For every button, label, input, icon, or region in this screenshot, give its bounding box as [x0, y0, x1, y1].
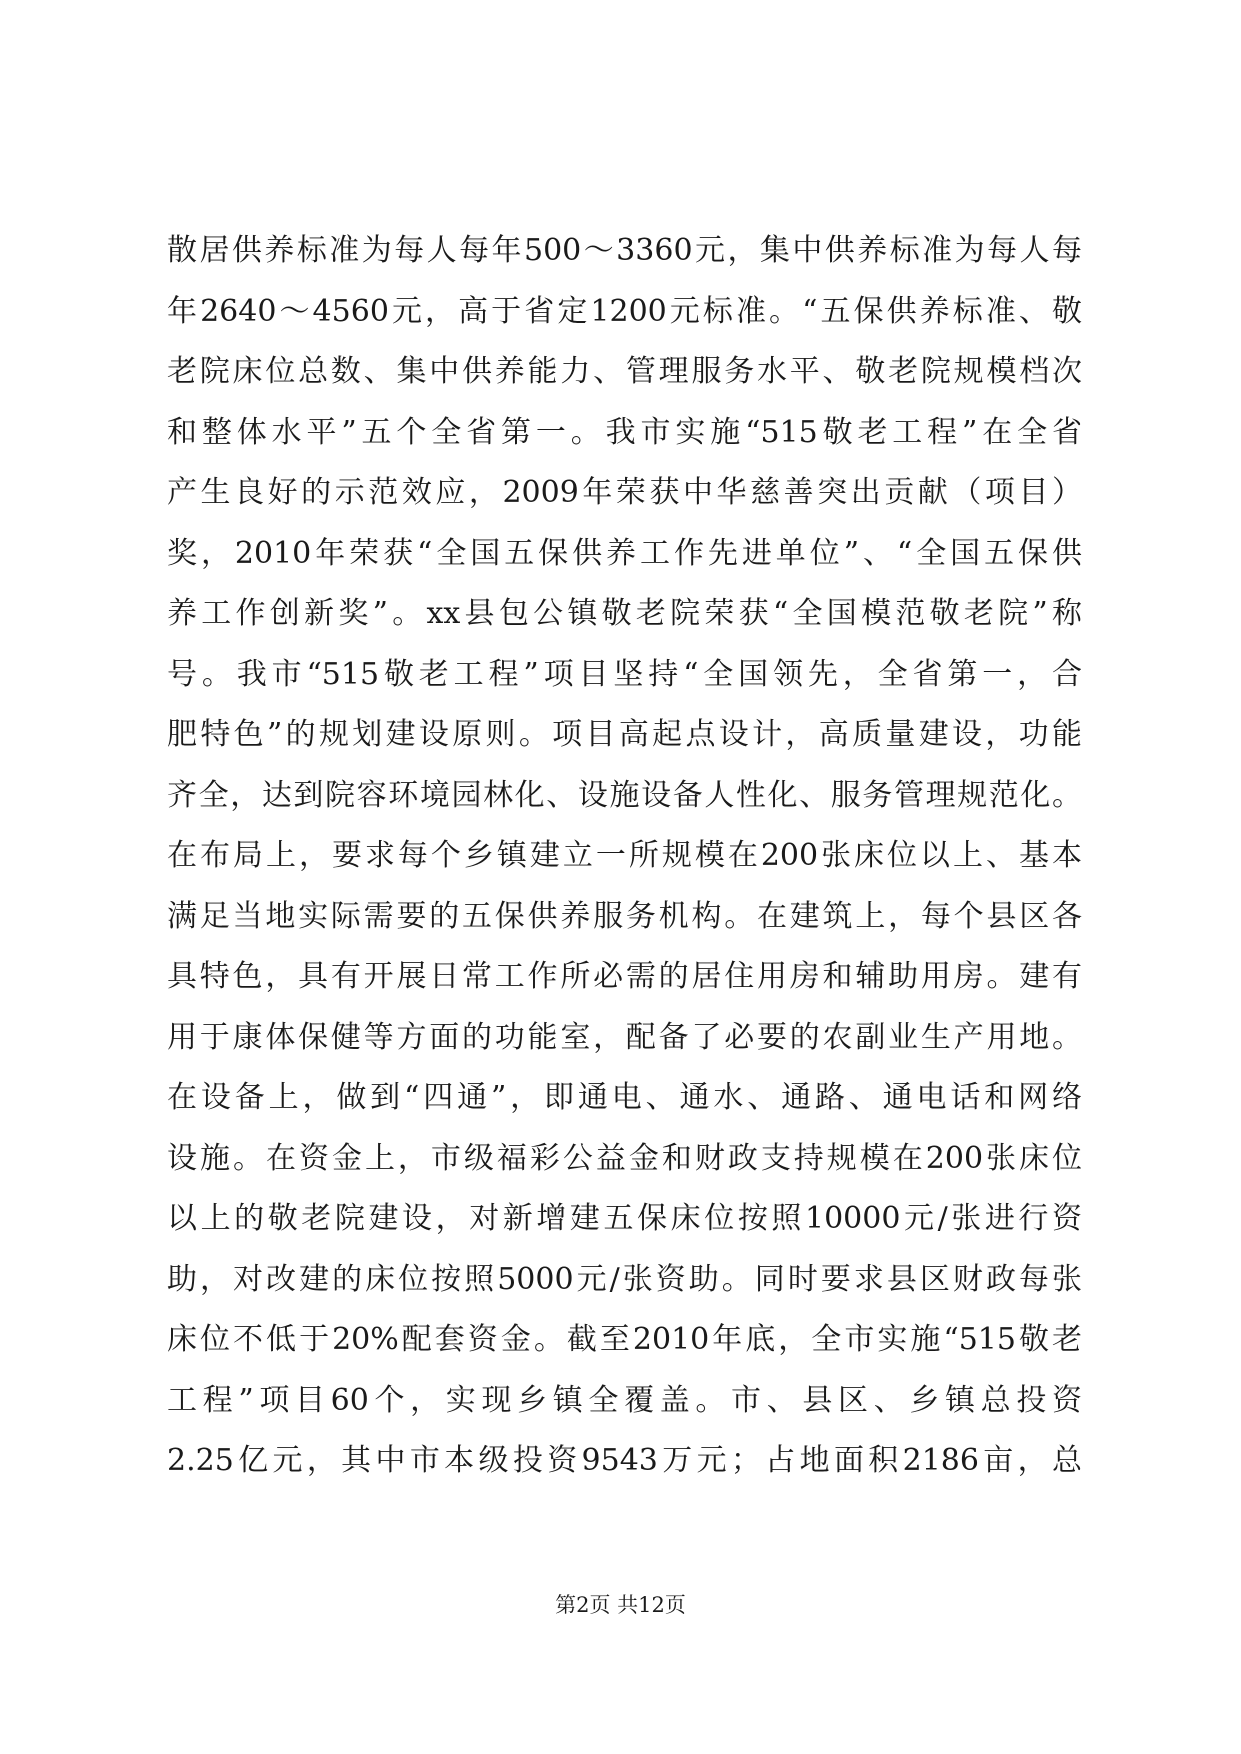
text-line-14: 用于康体保健等方面的功能室，配备了必要的农副业生产用地。 [167, 1019, 1082, 1055]
text-line-8: 号。我市“515敬老工程”项目坚持“全国领先，全省第一，合 [167, 656, 1082, 692]
text-line-20: 工程”项目60个，实现乡镇全覆盖。市、县区、乡镇总投资 [167, 1382, 1082, 1418]
text-line-9: 肥特色”的规划建设原则。项目高起点设计，高质量建设，功能 [167, 717, 1082, 752]
text-line-2: 年2640～4560元，高于省定1200元标准。“五保供养标准、敬 [167, 293, 1082, 329]
text-line-17: 以上的敬老院建设，对新增建五保床位按照10000元/张进行资 [167, 1201, 1082, 1236]
text-line-19: 床位不低于20%配套资金。截至2010年底，全市实施“515敬老 [167, 1322, 1082, 1357]
text-line-4: 和整体水平”五个全省第一。我市实施“515敬老工程”在全省 [167, 414, 1082, 450]
text-line-16: 设施。在资金上，市级福彩公益金和财政支持规模在200张床位 [167, 1140, 1082, 1176]
body-paragraph [167, 230, 1082, 1501]
text-line-15: 在设备上，做到“四通”，即通电、通水、通路、通电话和网络 [167, 1080, 1082, 1115]
text-line-10: 齐全，达到院容环境园林化、设施设备人性化、服务管理规范化。 [167, 777, 1082, 813]
text-line-6: 奖，2010年荣获“全国五保供养工作先进单位”、“全国五保供 [167, 535, 1082, 571]
page-number-footer: 第2页 共12页 [555, 1593, 686, 1617]
text-line-7: 养工作创新奖”。xx县包公镇敬老院荣获“全国模范敬老院”称 [167, 596, 1082, 631]
text-line-3: 老院床位总数、集中供养能力、管理服务水平、敬老院规模档次 [167, 354, 1082, 389]
text-line-11: 在布局上，要求每个乡镇建立一所规模在200张床位以上、基本 [167, 838, 1082, 873]
text-line-18: 助，对改建的床位按照5000元/张资助。同时要求县区财政每张 [167, 1261, 1082, 1297]
text-line-5: 产生良好的示范效应，2009年荣获中华慈善突出贡献（项目） [167, 475, 1082, 510]
text-line-1: 散居供养标准为每人每年500～3360元，集中供养标准为每人每 [167, 233, 1082, 268]
text-line-13: 具特色，具有开展日常工作所必需的居住用房和辅助用房。建有 [167, 959, 1082, 994]
text-line-12: 满足当地实际需要的五保供养服务机构。在建筑上，每个县区各 [167, 898, 1082, 934]
text-line-21: 2.25亿元，其中市本级投资9543万元；占地面积2186亩，总 [167, 1443, 1082, 1478]
